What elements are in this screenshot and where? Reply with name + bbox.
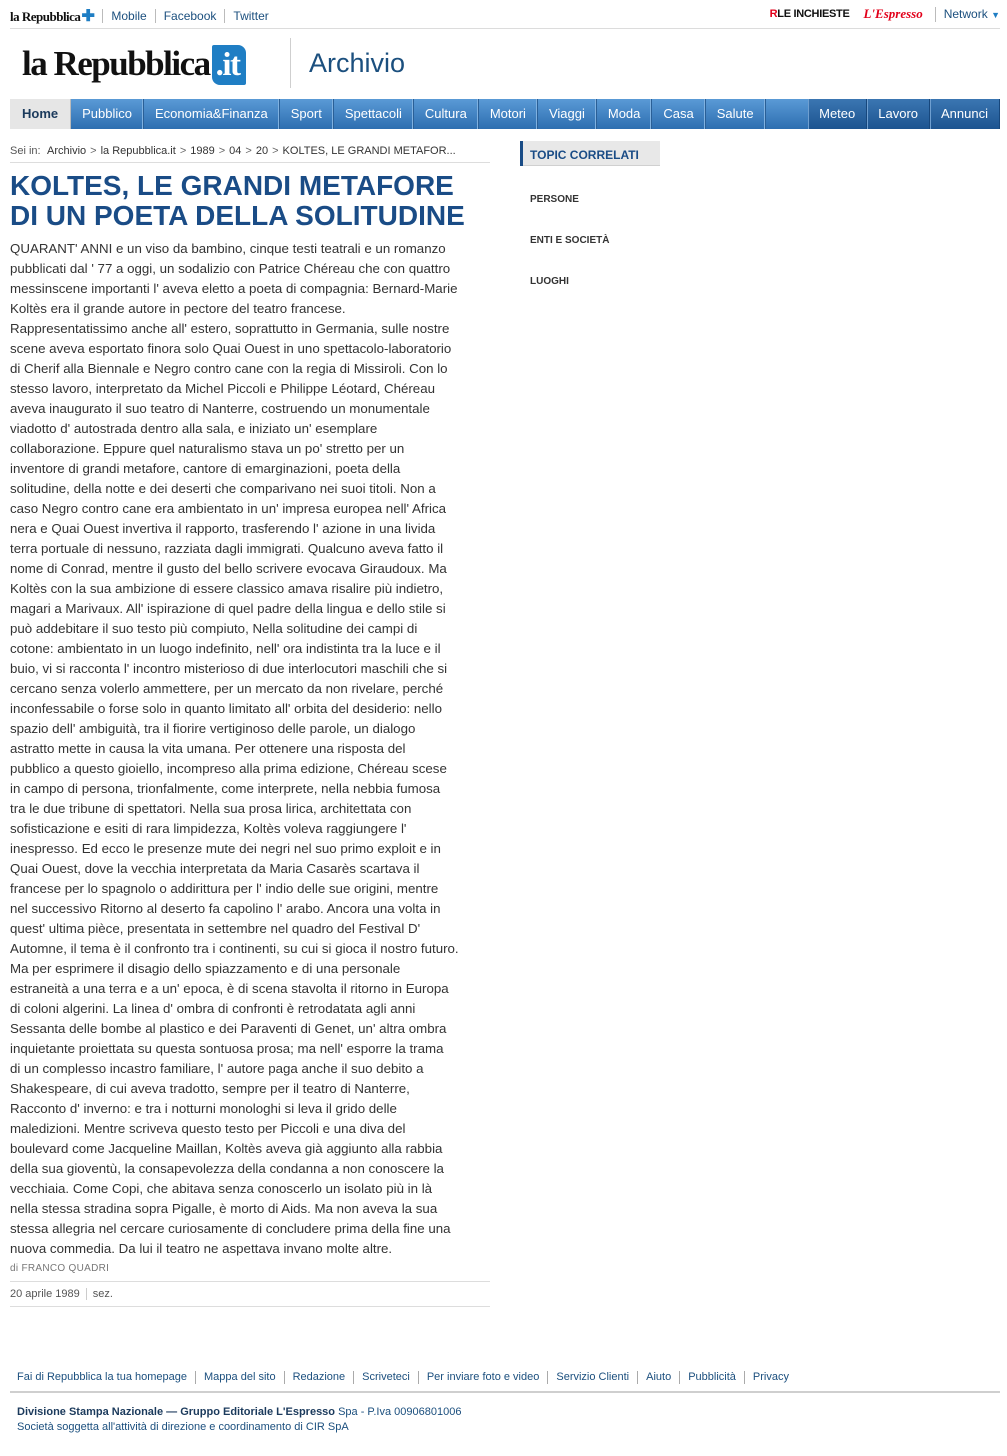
logo-main-text: la Repubblica bbox=[22, 44, 210, 83]
article-body bbox=[10, 239, 494, 1259]
logo-it-badge: .it bbox=[212, 45, 246, 85]
nav-moda[interactable]: Moda bbox=[597, 99, 653, 129]
nav-economia-finanza[interactable]: Economia&Finanza bbox=[144, 99, 280, 129]
breadcrumb-label: Sei in: bbox=[10, 145, 41, 157]
footer-links bbox=[10, 1370, 1000, 1393]
espresso-logo[interactable]: L'Espresso bbox=[863, 6, 923, 21]
repubblica-logo[interactable] bbox=[22, 44, 246, 85]
body-line: inventore di grandi metafore, cantore di emarginazioni, poeta della bbox=[10, 461, 401, 476]
article-title bbox=[10, 171, 500, 231]
body-line: aveva inaugurato il suo teatro di Nanterre, costruendo un monumentale bbox=[10, 401, 430, 416]
body-line: di un complesso incastro familiare, l' autore paga anche il suo debito a bbox=[10, 1061, 424, 1076]
network-label: Network bbox=[943, 6, 988, 21]
nav-right-group bbox=[808, 99, 1000, 129]
mobile-link[interactable]: Mobile bbox=[102, 9, 154, 23]
article-author: di FRANCO QUADRI bbox=[10, 1263, 110, 1274]
related-topics-head: TOPIC CORRELATI bbox=[520, 141, 660, 166]
related-topics bbox=[520, 141, 660, 287]
topic-enti-societa: ENTI E SOCIETÀ bbox=[530, 235, 610, 246]
topic-persone: PERSONE bbox=[530, 194, 579, 205]
body-line: solitudine, della notte e dei deserti che comparivano nei suoi titoli. Non a bbox=[10, 481, 436, 496]
body-line: in campo di persona, trionfalmente, come interprete, nella nebbia fumosa bbox=[10, 781, 441, 796]
header-divider bbox=[290, 38, 291, 88]
utility-left bbox=[10, 6, 277, 26]
breadcrumb-separator: > bbox=[272, 145, 279, 157]
nav-motori[interactable]: Motori bbox=[479, 99, 538, 129]
company-line-2: Società soggetta all'attività di direzione e coordinamento di CIR SpA bbox=[17, 1421, 349, 1433]
inchieste-text: LE INCHIESTE bbox=[777, 8, 850, 20]
body-line: nera e Quai Ouest invertiva il rapporto, trasferendo l' azione in una livida bbox=[10, 521, 436, 536]
body-line: Automne, il tema è il confronto tra i continenti, su cui si gioca il nostro futuro. bbox=[10, 941, 459, 956]
main-nav bbox=[10, 99, 1000, 129]
company-vat: Spa - P.Iva 00906801006 bbox=[335, 1406, 462, 1418]
breadcrumb-separator: > bbox=[245, 145, 252, 157]
body-line: può addebitare il suo testo più compiuto, Nella solitudine dei campi di bbox=[10, 621, 418, 636]
footer-link-servizio-clienti[interactable]: Servizio Clienti bbox=[547, 1371, 637, 1384]
body-line: collaborazione. Eppure quel naturalismo stava un po' stretto per un bbox=[10, 441, 405, 456]
le-inchieste-logo[interactable] bbox=[770, 8, 864, 20]
body-line: pubblico a questo gioiello, incompreso alla prima edizione, Chéreau scese bbox=[10, 761, 447, 776]
body-line: della sua gioventù, la consapevolezza della condanna a non conoscere la bbox=[10, 1161, 444, 1176]
breadcrumb-day[interactable]: 20 bbox=[255, 145, 269, 157]
body-line: Sessanta delle bombe al plastico e dei Paraventi di Genet, un' altra ombra bbox=[10, 1021, 447, 1036]
company-line-1 bbox=[17, 1405, 461, 1420]
body-line: terra portuale di nessuno, razziata dagli immigrati. Qualcuno aveva fatto il bbox=[10, 541, 444, 556]
footer-link-homepage[interactable]: Fai di Repubblica la tua homepage bbox=[17, 1371, 188, 1383]
footer-link-aiuto[interactable]: Aiuto bbox=[637, 1371, 679, 1384]
nav-cultura[interactable]: Cultura bbox=[414, 99, 479, 129]
footer-link-privacy[interactable]: Privacy bbox=[744, 1371, 797, 1384]
nav-meteo[interactable]: Meteo bbox=[808, 99, 867, 129]
body-line: boulevard come Jacqueline Maillan, Koltès aveva già aggiunto alla rabbia bbox=[10, 1141, 443, 1156]
nav-sport[interactable]: Sport bbox=[280, 99, 334, 129]
body-line: sofisticazione e esiti di rara limpidezza, Koltès voleva raggiungere l' bbox=[10, 821, 407, 836]
body-line: tra le due tribune di spettatori. Nella sua prosa lirica, architettata con bbox=[10, 801, 412, 816]
title-line: DI UN POETA DELLA SOLITUDINE bbox=[10, 200, 465, 231]
body-line: inespresso. Ed ecco le presenze mute dei negri nel suo primo exploit e in bbox=[10, 841, 441, 856]
topic-luoghi: LUOGHI bbox=[530, 276, 569, 287]
facebook-link[interactable]: Facebook bbox=[155, 9, 225, 23]
body-line: buio, vi si racconta l' incontro misterioso di due interlocutori maschili che si bbox=[10, 661, 448, 676]
body-line: astratto mette in causa la vita umana. Per ottenere una risposta del bbox=[10, 741, 406, 756]
breadcrumb-archivio[interactable]: Archivio bbox=[47, 145, 87, 157]
nav-spacer bbox=[766, 99, 809, 129]
breadcrumb-year[interactable]: 1989 bbox=[190, 145, 215, 157]
nav-salute[interactable]: Salute bbox=[706, 99, 766, 129]
article-section: sez. bbox=[86, 1288, 113, 1300]
body-line: estraneità a una terra e a un' epoca, è di scena stavolta il ritorno in Europa bbox=[10, 981, 449, 996]
body-line: cotone: ambientato in un luogo indefinito, nell' ora indistinta tra la luce e il bbox=[10, 641, 441, 656]
article-date: 20 aprile 1989 bbox=[10, 1288, 80, 1300]
repubblica-mini-logo[interactable] bbox=[10, 6, 102, 26]
plus-icon: ✚ bbox=[81, 8, 95, 25]
site-header bbox=[10, 36, 1000, 92]
body-line: quest' ultima pièce, presentata in settembre nel quadro del Festival D' bbox=[10, 921, 421, 936]
body-line: di coloni algerini. La linea d' ombra di confronti è retrodatata agli anni bbox=[10, 1001, 416, 1016]
nav-lavoro[interactable]: Lavoro bbox=[867, 99, 930, 129]
nav-casa[interactable]: Casa bbox=[652, 99, 705, 129]
body-line: Racconto d' inverno: e tra i notturni monologhi si leva il grido delle bbox=[10, 1101, 397, 1116]
breadcrumb-separator: > bbox=[179, 145, 187, 157]
body-line: maledizioni. Mentre scriveva questo testo per Piccoli e una diva del bbox=[10, 1121, 406, 1136]
footer-link-foto-video[interactable]: Per inviare foto e video bbox=[418, 1371, 548, 1384]
body-line: inquietante proiettata su questa sontuosa prosa; ma nell' esporre la trama bbox=[10, 1041, 444, 1056]
footer-company bbox=[17, 1405, 461, 1435]
body-line: QUARANT' ANNI e un viso da bambino, cinque testi teatrali e un romanzo bbox=[10, 241, 446, 256]
footer-link-mappa[interactable]: Mappa del sito bbox=[195, 1371, 284, 1384]
body-line: Ma per esprimere il disagio dello spiazzamento e di una personale bbox=[10, 961, 401, 976]
section-title[interactable]: Archivio bbox=[309, 48, 406, 78]
body-line: Rappresentatissimo anche all' estero, soprattutto in Germania, sulle nostre bbox=[10, 321, 450, 336]
body-line: cercano senza volerlo ammettere, per un mercato da non rivelare, perché bbox=[10, 681, 444, 696]
body-line: messinscene importanti l' aveva eletto a poeta di compagnia: Bernard-Marie bbox=[10, 281, 458, 296]
breadcrumb-separator: > bbox=[218, 145, 226, 157]
footer-link-redazione[interactable]: Redazione bbox=[284, 1371, 354, 1384]
body-line: vecchiaia. Come Copi, che abitava senza conoscerlo un isolato più in là bbox=[10, 1181, 433, 1196]
nav-home[interactable]: Home bbox=[10, 99, 71, 129]
footer-link-scriveteci[interactable]: Scriveteci bbox=[353, 1371, 418, 1384]
body-line: magari a Marivaux. All' ispirazione di quel padre della lingua e dello stile si bbox=[10, 601, 446, 616]
breadcrumb-repubblica[interactable]: la Repubblica.it bbox=[100, 145, 176, 157]
body-line: stessa allegria nel cercare curiosamente di concludere prima della fine una bbox=[10, 1221, 451, 1236]
body-line: stesso lavoro, interpretato da Michel Piccoli e Philippe Léotard, Chéreau bbox=[10, 381, 435, 396]
body-line: nella stessa stradina sopra Pigalle, è morto di Aids. Ma non aveva la sua bbox=[10, 1201, 438, 1216]
body-line: caso Negro contro cane era ambientato in un' impresa europea nell' Africa bbox=[10, 501, 446, 516]
body-line: Koltès era il grande autore in pectore del teatro francese. bbox=[10, 301, 346, 316]
twitter-link[interactable]: Twitter bbox=[224, 9, 276, 23]
body-line: di Cherif alla Biennale e Negro contro cane con la regia di Missiroli. Con lo bbox=[10, 361, 448, 376]
breadcrumb-month[interactable]: 04 bbox=[229, 145, 242, 157]
body-line: Quai Ouest, dove la vecchia interpretata da Maria Casarès scartava il bbox=[10, 861, 420, 876]
nav-spettacoli[interactable]: Spettacoli bbox=[334, 99, 414, 129]
mini-logo-text: la Repubblica bbox=[10, 9, 81, 24]
body-line: Koltès con la sua ambizione di essere classico amava risalire più indietro, bbox=[10, 581, 444, 596]
nav-annunci[interactable]: Annunci bbox=[930, 99, 1000, 129]
body-line: nel successivo Ritorno al deserto fa capolino l' arabo. Ancora una volta in bbox=[10, 901, 441, 916]
utility-bar bbox=[10, 4, 1000, 29]
company-name: Divisione Stampa Nazionale — Gruppo Editoriale L'Espresso bbox=[17, 1406, 336, 1418]
network-menu[interactable] bbox=[935, 7, 1000, 22]
body-line: Shakespeare, di cui aveva tradotto, sempre per il teatro di Nanterre, bbox=[10, 1081, 410, 1096]
inchieste-r: R bbox=[769, 8, 778, 20]
breadcrumb bbox=[10, 145, 490, 163]
body-line: francese per lo spagnolo o addirittura per l' indio delle sue origini, mentre bbox=[10, 881, 439, 896]
chevron-down-icon: ▼ bbox=[991, 9, 1000, 20]
body-line: nome di Conrad, mentre il gusto del bello scrivere evocava Giraudoux. Ma bbox=[10, 561, 447, 576]
body-line: inconfessabile o forse solo in quanto limitato all' orbita del desiderio: nello bbox=[10, 701, 442, 716]
nav-pubblico[interactable]: Pubblico bbox=[71, 99, 144, 129]
article-meta bbox=[10, 1281, 490, 1307]
body-line: viadotto d' autostrada dentro alla sala, e iniziato un' esemplare bbox=[10, 421, 378, 436]
breadcrumb-current: KOLTES, LE GRANDI METAFOR... bbox=[282, 145, 456, 157]
footer-link-pubblicita[interactable]: Pubblicità bbox=[679, 1371, 744, 1384]
breadcrumb-separator: > bbox=[90, 145, 97, 157]
body-line: scene aveva esportato finora solo Quai Ouest in uno spettacolo-laboratorio bbox=[10, 341, 452, 356]
body-line: nuova commedia. Da lui il teatro ne aspettava invano molte altre. bbox=[10, 1241, 393, 1256]
body-line: spazio dell' ambiguità, tra il fiorire vertiginoso delle parole, un dialogo bbox=[10, 721, 416, 736]
utility-right bbox=[770, 6, 1000, 22]
body-line: pubblicati dal ' 77 a oggi, un sodalizio con Patrice Chéreau che con quattro bbox=[10, 261, 451, 276]
nav-viaggi[interactable]: Viaggi bbox=[538, 99, 597, 129]
title-line: KOLTES, LE GRANDI METAFORE bbox=[10, 170, 454, 201]
